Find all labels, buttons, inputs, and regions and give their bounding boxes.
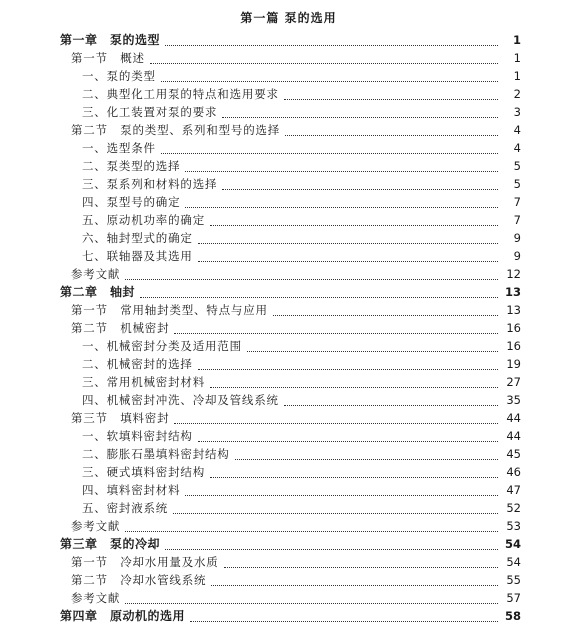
dot-leader [273,314,498,316]
toc-entry-page: 54 [504,537,521,551]
toc-entry-title: 七、联轴器及其选用 [82,249,193,263]
toc-entry-page: 57 [506,591,521,605]
dot-leader [165,44,498,46]
toc-entry-title: 六、轴封型式的确定 [82,231,193,245]
toc-entry-title: 一、软填料密封结构 [82,429,193,443]
toc-entry-page: 47 [506,483,521,497]
toc-entry-page: 1 [513,51,521,65]
toc-entry-page: 12 [506,267,521,281]
toc-entry [0,31,577,49]
toc-entry-title: 一、机械密封分类及适用范围 [82,339,242,353]
toc-entry [0,445,577,463]
dot-leader [284,404,498,406]
toc-entry [0,463,577,481]
dot-leader [198,440,498,442]
toc-entry [0,391,577,409]
toc-entry [0,85,577,103]
toc-entry [0,229,577,247]
dot-leader [125,602,498,604]
toc-entry-page: 35 [506,393,521,407]
toc-entry-page: 7 [513,195,521,209]
toc-entry-title: 第二章 轴封 [60,285,136,299]
dot-leader [198,242,498,244]
toc-entry-title: 三、化工装置对泵的要求 [82,105,218,119]
dot-leader [211,584,498,586]
dot-leader [210,224,498,226]
toc-entry-page: 27 [506,375,521,389]
toc-entry [0,121,577,139]
toc-entry-page: 2 [513,87,521,101]
dot-leader [173,512,498,514]
toc-entry [0,211,577,229]
toc-entry-page: 13 [504,285,521,299]
toc-entry-title: 第二节 冷却水管线系统 [71,573,207,587]
toc-entry-title: 第一节 冷却水用量及水质 [71,555,219,569]
page-title: 第一篇 泵的选用 [240,11,337,25]
table-of-contents [0,31,577,625]
toc-entry-page: 54 [506,555,521,569]
toc-entry [0,499,577,517]
dot-leader [222,116,498,118]
toc-entry-page: 44 [506,429,521,443]
toc-entry-title: 四、填料密封材料 [82,483,181,497]
dot-leader [284,98,498,100]
toc-entry-page: 1 [513,69,521,83]
toc-entry-page: 9 [513,231,521,245]
toc-entry [0,481,577,499]
toc-entry-page: 19 [506,357,521,371]
toc-entry [0,409,577,427]
dot-leader [185,170,498,172]
toc-entry [0,49,577,67]
toc-entry-page: 9 [513,249,521,263]
toc-entry [0,589,577,607]
toc-entry [0,67,577,85]
toc-entry-page: 16 [506,339,521,353]
dot-leader [198,368,498,370]
toc-entry-title: 第三节 填料密封 [71,411,170,425]
toc-entry [0,607,577,625]
dot-leader [224,566,498,568]
toc-entry-title: 一、选型条件 [82,141,156,155]
dot-leader [165,548,498,550]
dot-leader [174,422,498,424]
dot-leader [161,152,498,154]
toc-entry [0,373,577,391]
toc-entry-title: 二、典型化工用泵的特点和选用要求 [82,87,279,101]
toc-entry-page: 5 [513,159,521,173]
toc-entry-title: 二、机械密封的选择 [82,357,193,371]
toc-entry-title: 二、膨胀石墨填料密封结构 [82,447,230,461]
dot-leader [198,260,498,262]
toc-entry [0,571,577,589]
toc-entry-title: 参考文献 [71,591,121,605]
dot-leader [125,530,498,532]
toc-entry-title: 一、泵的类型 [82,69,156,83]
toc-entry [0,517,577,535]
toc-entry-title: 三、硬式填料密封结构 [82,465,205,479]
toc-entry-page: 53 [506,519,521,533]
toc-entry-title: 五、密封液系统 [82,501,169,515]
toc-entry-page: 13 [506,303,521,317]
toc-entry [0,157,577,175]
toc-entry-title: 参考文献 [71,267,121,281]
dot-leader [210,476,498,478]
toc-entry [0,139,577,157]
toc-entry [0,427,577,445]
toc-entry-title: 三、常用机械密封材料 [82,375,205,389]
toc-entry-page: 1 [512,33,521,47]
toc-entry-title: 第二节 机械密封 [71,321,170,335]
toc-entry [0,337,577,355]
toc-entry [0,103,577,121]
toc-entry-page: 16 [506,321,521,335]
toc-entry-title: 三、泵系列和材料的选择 [82,177,218,191]
toc-entry [0,283,577,301]
toc-entry [0,193,577,211]
toc-entry-page: 7 [513,213,521,227]
toc-entry [0,535,577,553]
toc-entry-page: 45 [506,447,521,461]
dot-leader [140,296,498,298]
toc-entry [0,355,577,373]
toc-entry [0,319,577,337]
toc-entry-title: 第一节 常用轴封类型、特点与应用 [71,303,268,317]
dot-leader [174,332,498,334]
toc-entry [0,175,577,193]
toc-entry-page: 52 [506,501,521,515]
toc-entry-title: 第三章 泵的冷却 [60,537,161,551]
dot-leader [235,458,498,460]
dot-leader [150,62,498,64]
toc-entry [0,247,577,265]
toc-entry-page: 55 [506,573,521,587]
toc-entry-title: 参考文献 [71,519,121,533]
toc-entry-page: 44 [506,411,521,425]
dot-leader [161,80,498,82]
toc-entry [0,265,577,283]
toc-entry-page: 5 [513,177,521,191]
dot-leader [285,134,498,136]
toc-entry [0,553,577,571]
toc-entry-title: 四、机械密封冲洗、冷却及管线系统 [82,393,279,407]
toc-entry-title: 第二节 泵的类型、系列和型号的选择 [71,123,281,137]
toc-entry-page: 58 [504,609,521,623]
dot-leader [185,494,498,496]
toc-entry-title: 五、原动机功率的确定 [82,213,205,227]
dot-leader [190,620,498,622]
dot-leader [247,350,498,352]
dot-leader [125,278,498,280]
dot-leader [210,386,498,388]
toc-entry-title: 第一节 概述 [71,51,145,65]
toc-entry-page: 46 [506,465,521,479]
toc-entry-title: 二、泵类型的选择 [82,159,181,173]
dot-leader [222,188,498,190]
toc-entry-title: 四、泵型号的确定 [82,195,181,209]
toc-entry-page: 4 [513,123,521,137]
toc-entry-page: 4 [513,141,521,155]
dot-leader [185,206,498,208]
toc-entry-title: 第四章 原动机的选用 [60,609,186,623]
toc-entry-page: 3 [513,105,521,119]
toc-entry-title: 第一章 泵的选型 [60,33,161,47]
toc-entry [0,301,577,319]
